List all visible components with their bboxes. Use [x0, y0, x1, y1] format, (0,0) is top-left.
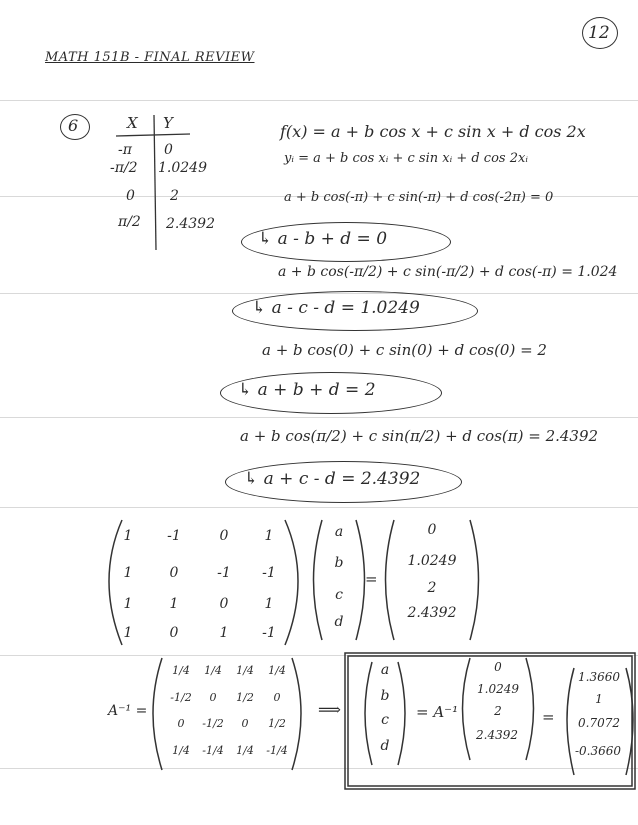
page-title: MATH 151B - FINAL REVIEW: [45, 50, 255, 65]
table-y-cell: 1.0249: [158, 160, 207, 176]
model-equation-indexed: yᵢ = a + b cos xᵢ + c sin xᵢ + d cos 2xᵢ: [284, 151, 528, 166]
inverse-cell: 1/4: [172, 664, 190, 677]
matrix-cell: 1: [123, 596, 133, 612]
unknown-d: d: [334, 614, 344, 630]
table-y-header: Y: [163, 114, 173, 132]
matrix-cell: -1: [167, 528, 181, 544]
rhs-value: 2: [494, 704, 502, 718]
rhs-value: 2: [427, 580, 437, 596]
table-x-cell: -π: [118, 142, 132, 158]
matrix-cell: 1: [123, 528, 133, 544]
table-y-cell: 0: [164, 142, 173, 158]
inverse-cell: 1/4: [268, 664, 286, 677]
matrix-cell: 1: [264, 528, 274, 544]
inverse-cell: 0: [241, 717, 249, 730]
rhs-value: 0: [494, 660, 502, 674]
inverse-cell: -1/4: [202, 744, 224, 757]
matrix-cell: 0: [169, 565, 179, 581]
result-3: ↳ a + b + d = 2: [238, 380, 376, 400]
unknown-b: b: [334, 555, 344, 571]
inverse-times-label: = A⁻¹: [416, 703, 459, 721]
problem-number: 6: [68, 116, 79, 135]
matrix-cell: 0: [219, 528, 229, 544]
equals-sign: =: [542, 708, 555, 726]
result-2: ↳ a - c - d = 1.0249: [252, 298, 420, 318]
matrix-cell: 0: [219, 596, 229, 612]
model-equation: f(x) = a + b cos x + c sin x + d cos 2x: [280, 122, 586, 141]
inverse-cell: -1/2: [170, 691, 192, 704]
unknown-a: a: [380, 662, 390, 678]
matrix-cell: -1: [217, 565, 231, 581]
inverse-cell: -1/4: [266, 744, 288, 757]
unknown-c: c: [335, 587, 343, 603]
matrix-cell: 1: [219, 625, 229, 641]
implies-arrow: ⟹: [318, 700, 341, 719]
matrix-cell: 1: [123, 625, 133, 641]
unknown-b: b: [380, 688, 390, 704]
inverse-cell: 1/4: [204, 664, 222, 677]
rhs-value: 0: [427, 522, 437, 538]
inverse-cell: 0: [273, 691, 281, 704]
inverse-cell: 1/2: [236, 691, 254, 704]
matrix-cell: -1: [262, 625, 276, 641]
matrix-cell: -1: [262, 565, 276, 581]
inverse-cell: 1/2: [268, 717, 286, 730]
inverse-cell: -1/2: [202, 717, 224, 730]
rhs-value: 2.4392: [476, 728, 518, 742]
table-y-cell: 2: [170, 188, 179, 204]
result-4: ↳ a + c - d = 2.4392: [244, 469, 421, 489]
substitution-4: a + b cos(π/2) + c sin(π/2) + d cos(π) = 2.4392: [240, 427, 599, 445]
result-value: -0.3660: [574, 744, 622, 758]
rhs-value: 1.0249: [407, 553, 457, 569]
result-value: 1.3660: [578, 670, 620, 684]
rhs-value: 1.0249: [477, 682, 519, 696]
matrix-cell: 1: [169, 596, 179, 612]
inverse-cell: 0: [209, 691, 217, 704]
table-x-cell: 0: [126, 188, 135, 204]
unknown-d: d: [380, 738, 390, 754]
inverse-cell: 1/4: [172, 744, 190, 757]
result-value: 1: [595, 692, 603, 706]
unknown-a: a: [334, 524, 344, 540]
table-x-cell: π/2: [118, 214, 141, 230]
inverse-cell: 0: [177, 717, 185, 730]
unknown-c: c: [381, 712, 389, 728]
equals-sign: =: [365, 570, 378, 588]
table-y-cell: 2.4392: [166, 216, 215, 232]
result-value: 0.7072: [578, 716, 620, 730]
substitution-3: a + b cos(0) + c sin(0) + d cos(0) = 2: [262, 341, 547, 359]
result-1: ↳ a - b + d = 0: [258, 229, 388, 249]
inverse-cell: 1/4: [236, 744, 254, 757]
inverse-cell: 1/4: [236, 664, 254, 677]
matrix-cell: 1: [264, 596, 274, 612]
page-number: 12: [588, 23, 610, 43]
table-x-header: X: [127, 114, 138, 132]
table-x-cell: -π/2: [110, 160, 138, 176]
substitution-2: a + b cos(-π/2) + c sin(-π/2) + d cos(-π) = 1.024: [278, 264, 618, 280]
inverse-label: A⁻¹ =: [108, 703, 148, 719]
substitution-1: a + b cos(-π) + c sin(-π) + d cos(-2π) = 0: [284, 190, 554, 205]
rhs-value: 2.4392: [407, 605, 457, 621]
matrix-cell: 1: [123, 565, 133, 581]
matrix-cell: 0: [169, 625, 179, 641]
